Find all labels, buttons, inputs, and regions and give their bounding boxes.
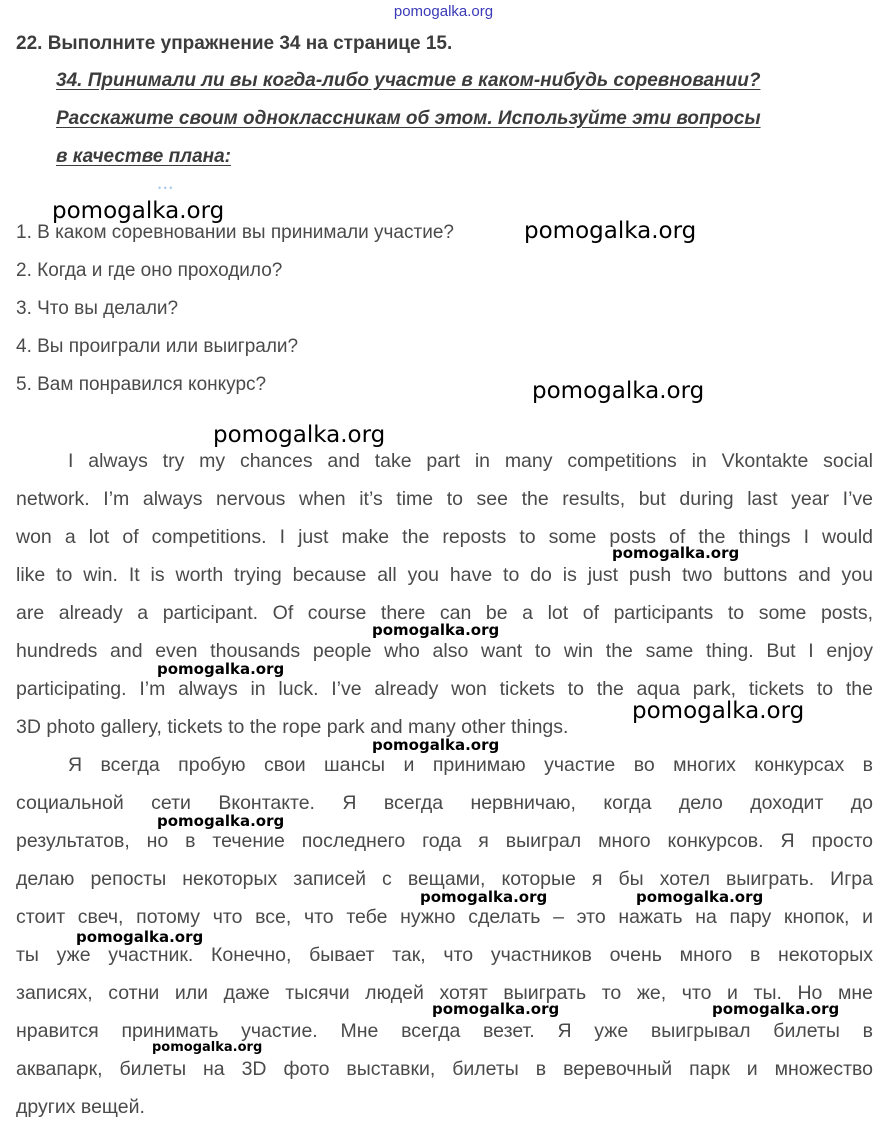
watermark: pomogalka.org	[372, 621, 500, 639]
exercise-line: Расскажите своим одноклассникам об этом. Используйте эти вопросы	[56, 108, 761, 129]
russian-paragraph-line: ты уже участник. Конечно, бывает так, что участников очень много в некоторых	[16, 944, 873, 966]
russian-paragraph-line: других вещей.	[16, 1096, 145, 1118]
english-paragraph-line: won a lot of competitions. I just make the reposts to some posts of the things I would	[16, 526, 873, 548]
decorative-marks: • • •	[158, 183, 173, 193]
russian-paragraph-line: нравится принимать участие. Мне всегда везет. Я уже выигрывал билеты в	[16, 1020, 873, 1042]
english-paragraph-line: like to win. It is worth trying because all you have to do is just push two buttons and you	[16, 564, 873, 586]
russian-paragraph-line: стоит свеч, потому что все, что тебе нужно сделать – это нажать на пару кнопок, и	[16, 906, 873, 928]
english-paragraph-line: 3D photo gallery, tickets to the rope park and many other things.	[16, 716, 569, 738]
watermark: pomogalka.org	[152, 1040, 263, 1055]
question-item: 1. В каком соревновании вы принимали участие?	[16, 222, 454, 243]
russian-paragraph-line: записях, сотни или даже тысячи людей хотят выиграть то же, что и ты. Но мне	[16, 982, 873, 1004]
watermark: pomogalka.org	[432, 1000, 560, 1018]
russian-paragraph-line: делаю репосты некоторых записей с вещами, которые я бы хотел выиграть. Игра	[16, 868, 873, 890]
watermark: pomogalka.org	[52, 198, 225, 224]
watermark: pomogalka.org	[157, 660, 285, 678]
russian-paragraph-line: аквапарк, билеты на 3D фото выставки, билеты в веревочный парк и множество	[16, 1058, 873, 1080]
english-paragraph-line: hundreds and even thousands people who also want to win the same thing. But I enjoy	[16, 640, 873, 662]
watermark: pomogalka.org	[532, 378, 705, 404]
exercise-line: в качестве плана:	[56, 146, 232, 167]
watermark: pomogalka.org	[632, 698, 805, 724]
watermark: pomogalka.org	[372, 736, 500, 754]
watermark: pomogalka.org	[612, 544, 740, 562]
english-paragraph-line: are already a participant. Of course there can be a lot of participants to some posts,	[16, 602, 873, 624]
english-paragraph-line: participating. I’m always in luck. I’ve already won tickets to the aqua park, tickets to the	[16, 678, 873, 700]
question-item: 2. Когда и где оно проходило?	[16, 260, 283, 281]
watermark: pomogalka.org	[712, 1000, 840, 1018]
task-title: 22. Выполните упражнение 34 на странице 15.	[16, 33, 453, 54]
site-header-link[interactable]: pomogalka.org	[393, 3, 494, 20]
russian-paragraph-line: социальной сети Вконтакте. Я всегда нервничаю, когда дело доходит до	[16, 792, 873, 814]
watermark: pomogalka.org	[213, 422, 386, 448]
watermark: pomogalka.org	[524, 218, 697, 244]
watermark: pomogalka.org	[636, 888, 764, 906]
english-paragraph-line: I always try my chances and take part in many competitions in Vkontakte social	[68, 450, 873, 472]
russian-paragraph-line: результатов, но в течение последнего года я выиграл много конкурсов. Я просто	[16, 830, 873, 852]
watermark: pomogalka.org	[157, 812, 285, 830]
question-item: 3. Что вы делали?	[16, 298, 179, 319]
russian-paragraph-line: Я всегда пробую свои шансы и принимаю участие во многих конкурсах в	[68, 754, 873, 776]
english-paragraph-line: network. I’m always nervous when it’s time to see the results, but during last year I’ve	[16, 488, 873, 510]
question-item: 5. Вам понравился конкурс?	[16, 374, 267, 395]
exercise-line: 34. Принимали ли вы когда-либо участие в каком-нибудь соревновании?	[56, 70, 761, 91]
question-item: 4. Вы проиграли или выиграли?	[16, 336, 299, 357]
watermark: pomogalka.org	[420, 888, 548, 906]
watermark: pomogalka.org	[76, 928, 204, 946]
